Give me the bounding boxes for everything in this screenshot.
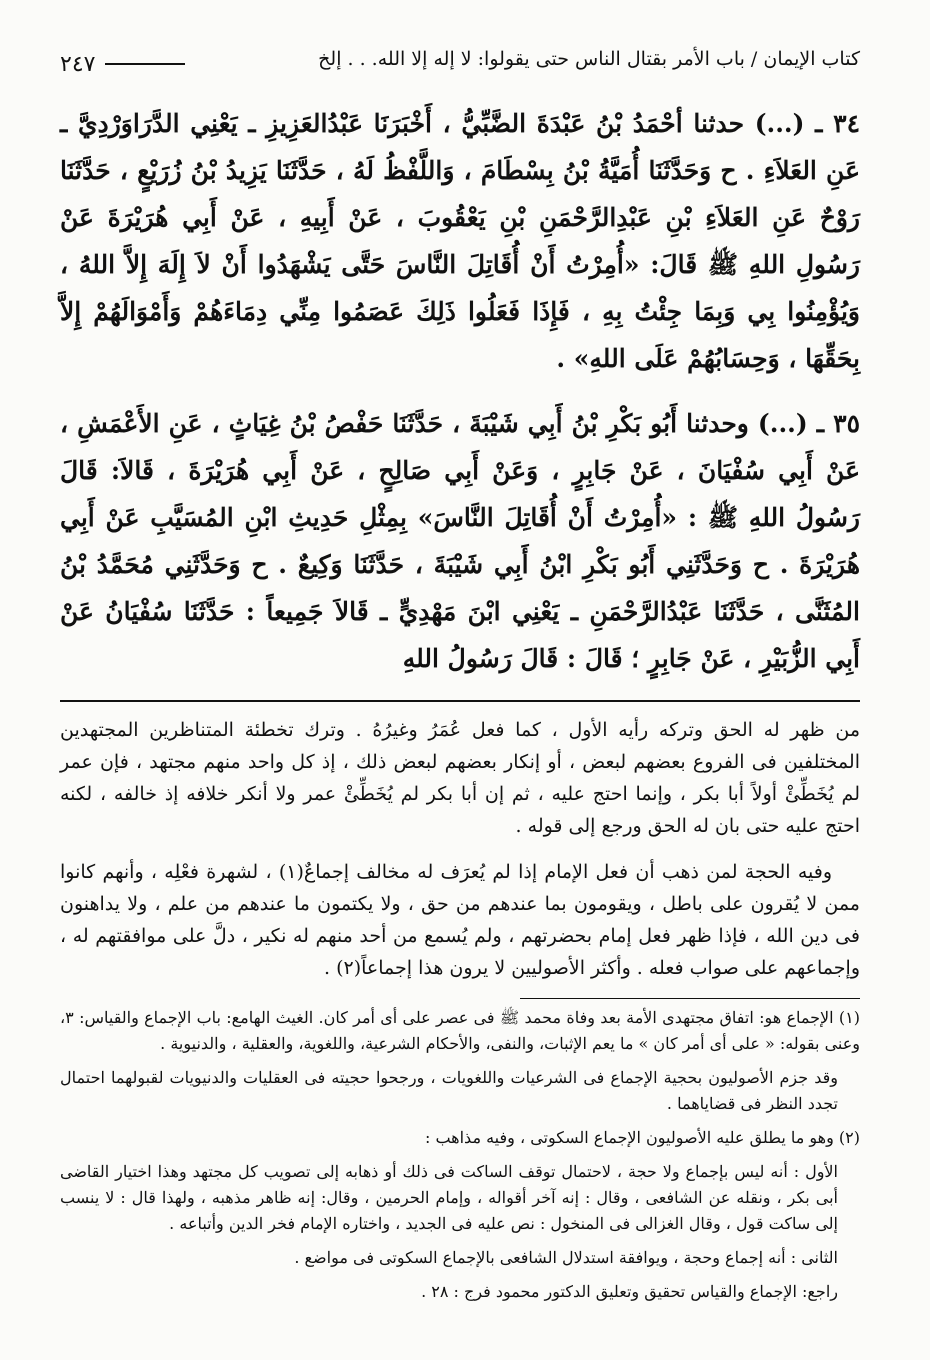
main-divider — [60, 700, 860, 702]
footnote-2: (٢) وهو ما يطلق عليه الأصوليون الإجماع السكوتى ، وفيه مذاهب : — [424, 1128, 860, 1147]
header-dash — [105, 63, 185, 65]
footnote-2-second-view: الثانى : أنه إجماع وحجة ، ويوافقة استدلال الشافعى بالإجماع السكوتى فى مواضع . — [294, 1248, 838, 1267]
hadith-35: ٣٥ ـ (...) وحدثنا أَبُو بَكْرِ بْنُ أَبِي شَيْبَةَ ، حَدَّثَنَا حَفْصُ بْنُ غِيَاثٍ ، عَنِ الأَعْمَشِ ، عَنْ أَبِي سُفْيَانَ ، عَنْ جَابِرٍ ، وَعَنْ أَبِي صَالِحٍ ، عَنْ أَبِي هُرَيْرَةَ ، قَالاَ: قَالَ رَسُولُ اللهِ ﷺ : «أُمِرْتُ أَنْ أُقَاتِلَ النَّاسَ» بِمِثْلِ حَدِيثِ ابْنِ المُسَيَّبِ عَنْ أَبِي هُرَيْرَةَ . ح وَحَدَّثَنِي أَبُو بَكْرِ ابْنُ أَبِي شَيْبَةَ ، حَدَّثَنَا وَكِيعٌ . ح وَحَدَّثَنِي مُحَمَّدُ بْنُ المُثَنَّى ، حَدَّثَنَا عَبْدُالرَّحْمَنِ ـ يَعْنِي ابْنَ مَهْدِيٍّ ـ قَالاَ جَمِيعاً : حَدَّثَنَا سُفْيَانُ عَنْ أَبِي الزُّبَيْرِ ، عَنْ جَابِرٍ ؛ قَالَ : قَالَ رَسُولُ اللهِ — [60, 409, 860, 673]
hadith-text — [60, 100, 860, 682]
commentary — [60, 714, 860, 984]
running-header — [60, 48, 860, 90]
chapter-title: كتاب الإيمان / باب الأمر بقتال الناس حتى يقولوا: لا إله إلا الله. . . إلخ — [318, 48, 860, 70]
commentary-paragraph: من ظهر له الحق وتركه رأيه الأول ، كما فعل عُمَرُ وغيرُهُ . وترك تخطئة المتناظرين المجتهدين المختلفين فى الفروع بعضهم لبعض ، أو إنكار بعضهم لبعض ذلك ، إذ كل واحد منهم مجتهد ، فإن عمر لم يُخَطِّئْ أولاً أبا بكر ، وإنما احتج عليه ، ثم إن أبا بكر لم يُخَطِّئْ عمر ولا أنكر خلافه إذ خالفه ، لكنه احتج عليه حتى بان له الحق ورجع إلى قوله . — [60, 719, 860, 837]
page-number-group — [60, 52, 185, 77]
footnote-1-continued: وقد جزم الأصوليون بحجية الإجماع فى الشرعيات واللغويات ، ورجحوا حجيته فى العقليات والدنيويات لقبولهما احتمال تجدد النظر فى قضاياهما . — [60, 1068, 839, 1113]
footnote-divider — [520, 998, 860, 999]
footnote-2-reference: راجع: الإجماع والقياس تحقيق وتعليق الدكتور محمود فرج : ٢٨ . — [421, 1282, 838, 1301]
footnotes — [60, 1005, 860, 1305]
page-number: ٢٤٧ — [60, 51, 96, 77]
footnote-2-first-view: الأول : أنه ليس بإجماع ولا حجة ، لاحتمال توقف الساكت فى ذلك أو ذهابه إلى تصويب كل مجتهد وهذا اختيار القاضى أبى بكر ، ونقله عن الشافعى ، وقال : إنه آخر أقواله ، وإمام الحرمين ، وقال: إنه ظاهر مذهبه ، ولهذا قال : لا ينسب إلى ساكت قول ، وقال الغزالى فى المنخول : نص عليه فى الجديد ، واختاره الإمام فخر الدين وأتباعه . — [60, 1162, 838, 1233]
footnote-1: (١) الإجماع هو: اتفاق مجتهدى الأمة بعد وفاة محمد ﷺ فى عصر على أى أمر كان. الغيث الهامع: باب الإجماع والقياس: ٣، وعنى بقوله: « على أى أمر كان » ما يعم الإثبات، والنفى، والأحكام الشرعية، واللغوية، والعقلية ، والدنيوية . — [60, 1008, 860, 1053]
commentary-paragraph: وفيه الحجة لمن ذهب أن فعل الإمام إذا لم يُعرَف له مخالف إجماعٌ(١) ، لشهرة فعْلِه ، وأنهم كانوا ممن لا يُقرون على باطل ، ويقومون بما عندهم من حق ، ولا يكتمون ما عندهم من علم ، ولا يداهنون فى دين الله ، فإذا ظهر فعل إمام بحضرتهم ، ولم يُسمع من أحد منهم له نكير ، دلَّ على موافقتهم له ، وإجماعهم على صواب فعله . وأكثر الأصوليين لا يرون هذا إجماعاً(٢) . — [60, 861, 860, 979]
hadith-34: ٣٤ ـ (...) حدثنا أحْمَدُ بْنُ عَبْدَةَ الضَّبِّيُّ ، أَخْبَرَنَا عَبْدُالعَزِيزِ ـ يَعْنِي الدَّرَاوَرْدِيَّ ـ عَنِ العَلاَءِ . ح وَحَدَّثَنَا أُمَيَّةُ بْنُ بِسْطَامَ ، وَاللَّفْظُ لَهُ ، حَدَّثَنَا يَزِيدُ بْنُ زُرَيْعٍ ، حَدَّثَنَا رَوْحٌ عَنِ العَلاَءِ بْنِ عَبْدِالرَّحْمَنِ بْنِ يَعْقُوبَ ، عَنْ أَبِيهِ ، عَنْ أَبِي هُرَيْرَةَ عَنْ رَسُولِ اللهِ ﷺ قَالَ: «أُمِرْتُ أَنْ أُقَاتِلَ النَّاسَ حَتَّى يَشْهَدُوا أَنْ لاَ إِلَهَ إِلاَّ اللهُ ، وَيُؤْمِنُوا بِي وَبِمَا جِئْتُ بِهِ ، فَإِذَا فَعَلُوا ذَلِكَ عَصَمُوا مِنِّي دِمَاءَهُمْ وَأَمْوَالَهُمْ إِلاَّ بِحَقِّهَا ، وَحِسَابُهُمْ عَلَى اللهِ» . — [60, 109, 860, 373]
